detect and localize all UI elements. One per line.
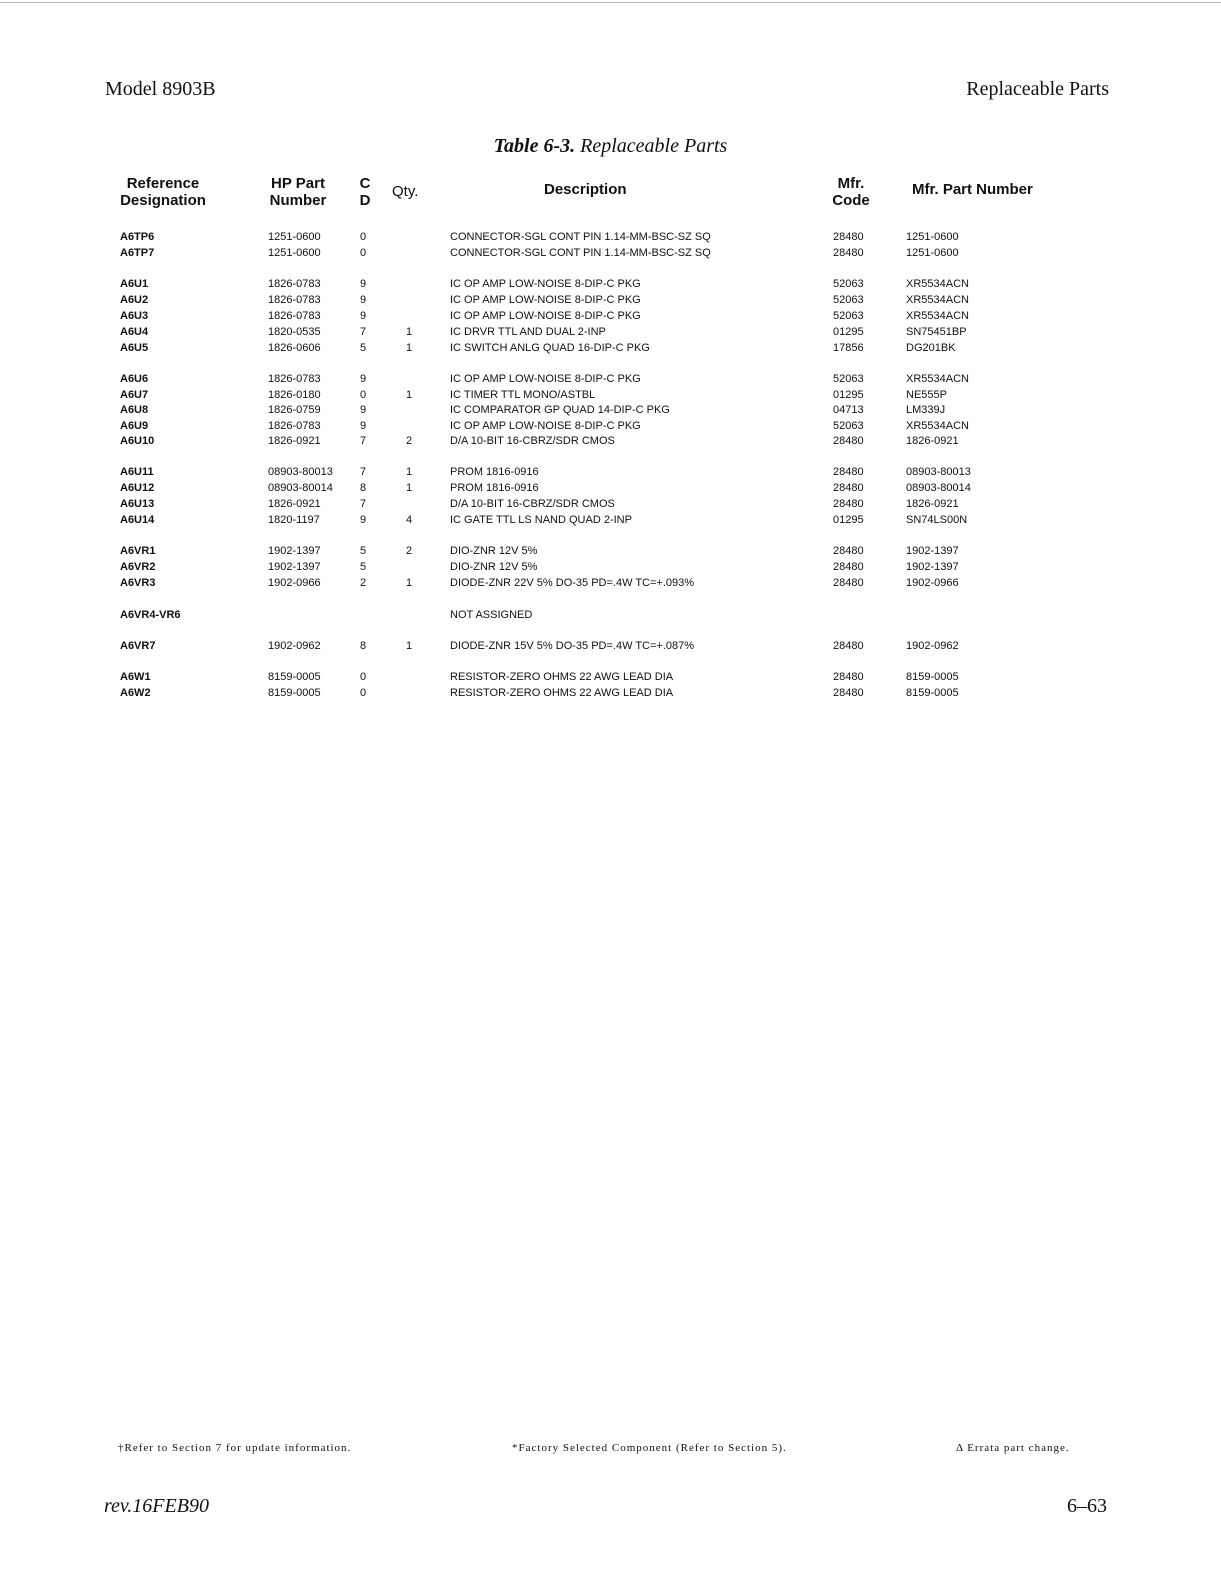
description: IC OP AMP LOW-NOISE 8-DIP-C PKG	[450, 278, 641, 290]
hp-part-number: 1820-1197	[268, 514, 320, 526]
check-digit: 7	[360, 498, 367, 510]
ref-designation: A6VR7	[120, 640, 156, 652]
quantity: 1	[406, 466, 413, 478]
table-row	[0, 308, 1221, 324]
check-digit: 9	[360, 420, 367, 432]
check-digit: 7	[360, 435, 367, 447]
mfr-code: 52063	[833, 278, 864, 290]
footnote-update-info: †Refer to Section 7 for update information.	[118, 1442, 352, 1454]
description: PROM 1816-0916	[450, 466, 539, 478]
column-header-cd-line2: D	[359, 192, 371, 209]
quantity: 1	[406, 577, 413, 589]
ref-designation: A6U2	[120, 294, 149, 306]
table-row	[0, 464, 1221, 480]
description: CONNECTOR-SGL CONT PIN 1.14-MM-BSC-SZ SQ	[450, 247, 711, 259]
ref-designation: A6U14	[120, 514, 155, 526]
revision-label: rev.16FEB90	[104, 1495, 209, 1517]
mfr-code: 28480	[833, 561, 864, 573]
ref-designation: A6VR1	[120, 545, 156, 557]
mfr-code: 28480	[833, 482, 864, 494]
check-digit: 0	[360, 671, 367, 683]
mfr-code: 17856	[833, 342, 864, 354]
mfr-code: 28480	[833, 435, 864, 447]
ref-designation: A6TP6	[120, 231, 155, 243]
column-header-reference	[113, 175, 213, 209]
hp-part-number: 1826-0606	[268, 342, 321, 354]
column-header-mfr-code	[828, 175, 874, 209]
hp-part-number: 1826-0783	[268, 420, 321, 432]
mfr-code: 28480	[833, 577, 864, 589]
mfr-part-number: 1826-0921	[906, 498, 959, 510]
column-header-cd	[356, 175, 374, 209]
mfr-code: 01295	[833, 389, 864, 401]
hp-part-number: 1826-0180	[268, 389, 321, 401]
ref-designation: A6U11	[120, 466, 154, 478]
mfr-part-number: XR5534ACN	[906, 294, 969, 306]
description: DIO-ZNR 12V 5%	[450, 545, 538, 557]
quantity: 1	[406, 389, 413, 401]
mfr-code: 04713	[833, 404, 864, 416]
mfr-code: 28480	[833, 498, 864, 510]
description: IC OP AMP LOW-NOISE 8-DIP-C PKG	[450, 294, 641, 306]
mfr-code: 28480	[833, 671, 864, 683]
mfr-part-number: 1251-0600	[906, 231, 959, 243]
mfr-part-number: SN75451BP	[906, 326, 967, 338]
description: IC OP AMP LOW-NOISE 8-DIP-C PKG	[450, 373, 641, 385]
mfr-part-number: 08903-80014	[906, 482, 971, 494]
hp-part-number: 1826-0783	[268, 373, 321, 385]
table-row	[0, 292, 1221, 308]
table-row	[0, 607, 1221, 623]
description: PROM 1816-0916	[450, 482, 539, 494]
hp-part-number: 1826-0783	[268, 294, 321, 306]
table-row	[0, 340, 1221, 356]
hp-part-number: 1902-1397	[268, 561, 321, 573]
model-header: Model 8903B	[105, 78, 216, 100]
table-row	[0, 669, 1221, 685]
mfr-part-number: 8159-0005	[906, 671, 959, 683]
mfr-part-number: SN74LS00N	[906, 514, 968, 526]
column-header-mfr-code-line1: Mfr.	[837, 175, 865, 192]
quantity: 2	[406, 545, 413, 557]
ref-designation: A6U5	[120, 342, 149, 354]
column-header-hp-part-line1: HP Part	[271, 175, 325, 192]
mfr-code: 28480	[833, 640, 864, 652]
hp-part-number: 1826-0921	[268, 498, 321, 510]
description: DIODE-ZNR 15V 5% DO-35 PD=.4W TC=+.087%	[450, 640, 695, 652]
quantity: 2	[406, 435, 413, 447]
description: IC TIMER TTL MONO/ASTBL	[450, 389, 596, 401]
check-digit: 7	[360, 326, 367, 338]
mfr-part-number: 1902-1397	[906, 561, 959, 573]
quantity: 1	[406, 640, 413, 652]
description: DIO-ZNR 12V 5%	[450, 561, 538, 573]
column-header-reference-line2: Designation	[120, 192, 206, 209]
mfr-part-number: XR5534ACN	[906, 278, 969, 290]
scan-top-edge	[0, 2, 1221, 3]
description: RESISTOR-ZERO OHMS 22 AWG LEAD DIA	[450, 687, 674, 699]
quantity: 4	[406, 514, 413, 526]
ref-designation: A6U1	[120, 278, 149, 290]
description: D/A 10-BIT 16-CBRZ/SDR CMOS	[450, 435, 615, 447]
hp-part-number: 1251-0600	[268, 247, 321, 259]
table-row	[0, 433, 1221, 449]
table-row	[0, 418, 1221, 434]
mfr-part-number: 08903-80013	[906, 466, 971, 478]
table-row	[0, 512, 1221, 528]
hp-part-number: 08903-80014	[268, 482, 333, 494]
mfr-part-number: LM339J	[906, 404, 946, 416]
check-digit: 9	[360, 514, 367, 526]
table-row	[0, 685, 1221, 701]
mfr-code: 28480	[833, 545, 864, 557]
table-row	[0, 638, 1221, 654]
hp-part-number: 1902-0962	[268, 640, 321, 652]
check-digit: 0	[360, 687, 367, 699]
description: IC DRVR TTL AND DUAL 2-INP	[450, 326, 606, 338]
description: D/A 10-BIT 16-CBRZ/SDR CMOS	[450, 498, 615, 510]
table-row	[0, 276, 1221, 292]
description: NOT ASSIGNED	[450, 609, 533, 621]
table-row	[0, 496, 1221, 512]
hp-part-number: 8159-0005	[268, 687, 321, 699]
check-digit: 7	[360, 466, 367, 478]
hp-part-number: 08903-80013	[268, 466, 333, 478]
column-header-qty: Qty.	[392, 183, 419, 200]
ref-designation: A6U13	[120, 498, 155, 510]
mfr-part-number: 1826-0921	[906, 435, 959, 447]
description: IC OP AMP LOW-NOISE 8-DIP-C PKG	[450, 310, 641, 322]
mfr-code: 52063	[833, 373, 864, 385]
mfr-code: 01295	[833, 326, 864, 338]
check-digit: 9	[360, 294, 367, 306]
check-digit: 5	[360, 545, 367, 557]
check-digit: 9	[360, 310, 367, 322]
mfr-code: 52063	[833, 310, 864, 322]
description: IC SWITCH ANLG QUAD 16-DIP-C PKG	[450, 342, 650, 354]
check-digit: 8	[360, 482, 367, 494]
table-title	[0, 135, 1221, 158]
description: IC GATE TTL LS NAND QUAD 2-INP	[450, 514, 632, 526]
description: IC OP AMP LOW-NOISE 8-DIP-C PKG	[450, 420, 641, 432]
check-digit: 0	[360, 231, 367, 243]
ref-designation: A6U7	[120, 389, 149, 401]
table-row	[0, 543, 1221, 559]
mfr-part-number: 1902-0966	[906, 577, 959, 589]
table-row	[0, 229, 1221, 245]
ref-designation: A6U6	[120, 373, 149, 385]
hp-part-number: 8159-0005	[268, 671, 321, 683]
ref-designation: A6U8	[120, 404, 149, 416]
hp-part-number: 1902-1397	[268, 545, 321, 557]
description: CONNECTOR-SGL CONT PIN 1.14-MM-BSC-SZ SQ	[450, 231, 711, 243]
mfr-code: 52063	[833, 420, 864, 432]
column-header-cd-line1: C	[359, 175, 371, 192]
mfr-code: 28480	[833, 247, 864, 259]
footnote-factory-selected: *Factory Selected Component (Refer to Section 5).	[512, 1442, 787, 1454]
mfr-part-number: 8159-0005	[906, 687, 959, 699]
table-row	[0, 324, 1221, 340]
ref-designation: A6VR4-VR6	[120, 609, 181, 621]
column-header-hp-part-line2: Number	[269, 192, 327, 209]
check-digit: 5	[360, 342, 367, 354]
ref-designation: A6U12	[120, 482, 155, 494]
hp-part-number: 1902-0966	[268, 577, 321, 589]
page-number: 6–63	[1067, 1495, 1107, 1517]
mfr-part-number: DG201BK	[906, 342, 956, 354]
mfr-code: 28480	[833, 466, 864, 478]
description: RESISTOR-ZERO OHMS 22 AWG LEAD DIA	[450, 671, 674, 683]
mfr-part-number: XR5534ACN	[906, 420, 969, 432]
column-header-reference-line1: Reference	[126, 175, 200, 192]
column-header-description: Description	[544, 181, 627, 198]
hp-part-number: 1820-0535	[268, 326, 321, 338]
table-row	[0, 245, 1221, 261]
table-row	[0, 575, 1221, 591]
mfr-part-number: 1251-0600	[906, 247, 959, 259]
ref-designation: A6U3	[120, 310, 149, 322]
description: DIODE-ZNR 22V 5% DO-35 PD=.4W TC=+.093%	[450, 577, 695, 589]
check-digit: 9	[360, 404, 367, 416]
footnote-errata: Δ Errata part change.	[956, 1442, 1070, 1454]
table-row	[0, 480, 1221, 496]
check-digit: 0	[360, 389, 367, 401]
quantity: 1	[406, 482, 413, 494]
table-row	[0, 371, 1221, 387]
section-header: Replaceable Parts	[966, 78, 1109, 100]
ref-designation: A6U4	[120, 326, 149, 338]
mfr-part-number: 1902-0962	[906, 640, 959, 652]
mfr-code: 01295	[833, 514, 864, 526]
quantity: 1	[406, 326, 413, 338]
hp-part-number: 1826-0921	[268, 435, 321, 447]
description: IC COMPARATOR GP QUAD 14-DIP-C PKG	[450, 404, 670, 416]
table-name: Replaceable Parts	[580, 135, 728, 157]
hp-part-number: 1251-0600	[268, 231, 321, 243]
check-digit: 0	[360, 247, 367, 259]
table-row	[0, 402, 1221, 418]
check-digit: 9	[360, 278, 367, 290]
hp-part-number: 1826-0759	[268, 404, 321, 416]
table-row	[0, 387, 1221, 403]
column-header-mfr-part-number: Mfr. Part Number	[912, 181, 1033, 198]
ref-designation: A6VR2	[120, 561, 156, 573]
quantity: 1	[406, 342, 413, 354]
ref-designation: A6U10	[120, 435, 155, 447]
check-digit: 2	[360, 577, 367, 589]
check-digit: 5	[360, 561, 367, 573]
table-number: Table 6-3.	[493, 135, 576, 157]
hp-part-number: 1826-0783	[268, 310, 321, 322]
table-row	[0, 559, 1221, 575]
hp-part-number: 1826-0783	[268, 278, 321, 290]
mfr-part-number: XR5534ACN	[906, 373, 969, 385]
ref-designation: A6TP7	[120, 247, 155, 259]
mfr-code: 28480	[833, 231, 864, 243]
ref-designation: A6W2	[120, 687, 151, 699]
ref-designation: A6VR3	[120, 577, 156, 589]
ref-designation: A6U9	[120, 420, 149, 432]
mfr-part-number: NE555P	[906, 389, 947, 401]
mfr-code: 28480	[833, 687, 864, 699]
mfr-code: 52063	[833, 294, 864, 306]
ref-designation: A6W1	[120, 671, 151, 683]
mfr-part-number: XR5534ACN	[906, 310, 969, 322]
check-digit: 8	[360, 640, 367, 652]
column-header-hp-part	[262, 175, 334, 209]
column-header-mfr-code-line2: Code	[832, 192, 870, 209]
check-digit: 9	[360, 373, 367, 385]
mfr-part-number: 1902-1397	[906, 545, 959, 557]
